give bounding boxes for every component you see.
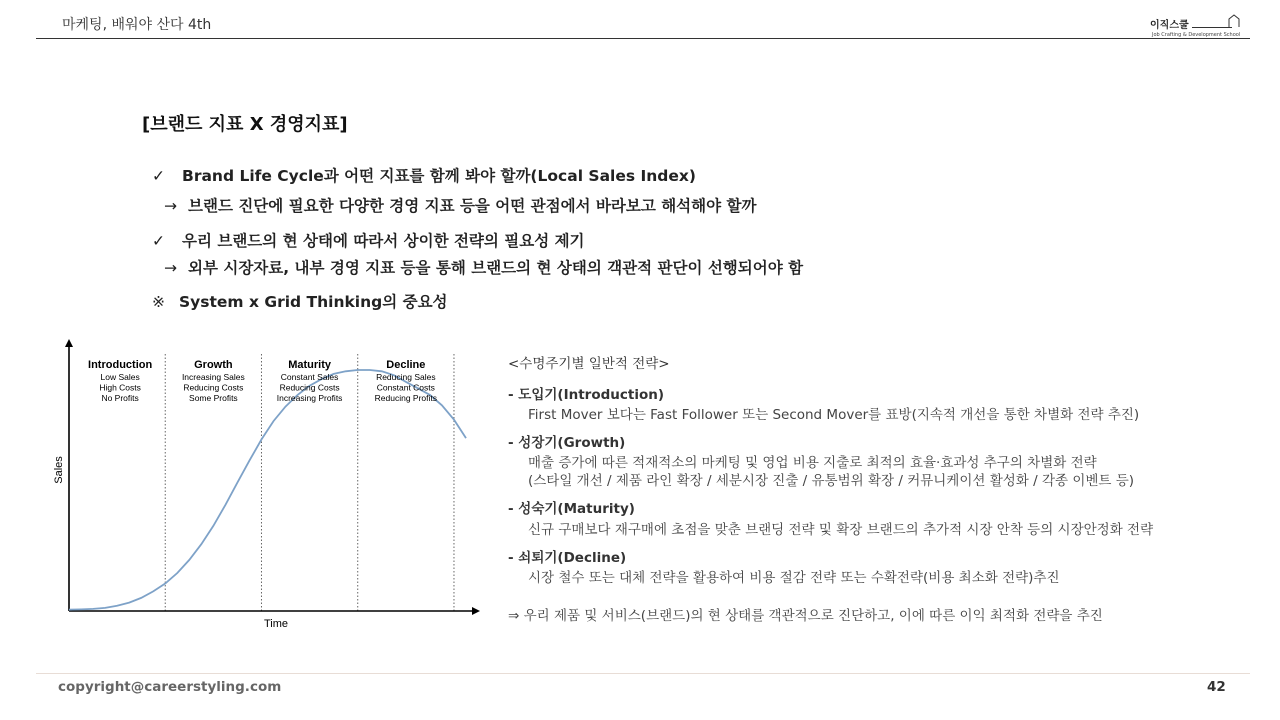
y-axis-label: Sales [53,456,65,484]
logo-subtitle: Job Crafting & Development School [1152,32,1241,38]
bullet-item [152,164,696,186]
check-icon: ✓ [152,232,165,250]
stage-description: First Mover 보다는 Fast Follower 또는 Second Mover를 표방(지속적 개선을 통한 차별화 전략 추진) [528,407,1140,423]
product-life-cycle-chart [46,334,486,634]
strategy-conclusion: ⇒ 우리 제품 및 서비스(브랜드)의 현 상태를 객관적으로 진단하고, 이에 따른 이익 최적화 전략을 추진 [508,608,1103,624]
section-title: [브랜드 지표 X 경영지표] [142,114,348,135]
logo-underline [1192,27,1232,28]
stage-description: 시장 철수 또는 대체 전략을 활용하여 비용 절감 전략 또는 수확전략(비용 최소화 전략)추진 [528,570,1060,586]
arrow-icon: → [164,197,177,215]
stage-attribute: Increasing Sales [181,372,245,382]
y-axis-arrow-icon [65,339,73,347]
stage-name: Maturity [288,359,331,371]
bullet-item [164,256,803,278]
header-divider [36,38,1250,39]
stage-title: - 성숙기(Maturity) [508,501,635,517]
copyright: copyright@careerstyling.com [58,679,282,695]
x-axis-arrow-icon [472,607,480,615]
arrow-icon: → [164,259,177,277]
logo [1150,12,1240,40]
stage-attribute: Increasing Profits [276,393,343,403]
stage-attribute: Reducing Profits [374,393,438,403]
stage-title: - 쇠퇴기(Decline) [508,550,627,566]
stage-attribute: High Costs [99,382,141,393]
sales-curve [69,370,466,610]
footer-divider [36,673,1250,674]
page-number: 42 [1207,679,1226,695]
stage-attribute: Some Profits [189,393,238,403]
stage-title: - 도입기(Introduction) [508,387,665,403]
stage-name: Decline [386,359,426,371]
stage-attribute: Low Sales [100,372,140,382]
bullet-text: 우리 브랜드의 현 상태에 따라서 상이한 전략의 필요성 제기 [182,232,585,250]
stage-attribute: Reducing Costs [183,382,244,393]
stage-attribute: Constant Sales [280,372,339,382]
bullet-text: Brand Life Cycle과 어떤 지표를 함께 봐야 할까(Local Sales Index) [182,167,696,185]
stage-attribute: Reducing Sales [376,372,436,382]
bullet-text: System x Grid Thinking의 중요성 [179,293,448,311]
reference-mark-icon: ※ [152,293,165,311]
bullet-text: 브랜드 진단에 필요한 다양한 경영 지표 등을 어떤 관점에서 바라보고 해석해야 할까 [188,197,757,215]
header-title: 마케팅, 배워야 산다 4th [62,17,212,33]
bullet-text: 외부 시장자료, 내부 경영 지표 등을 통해 브랜드의 현 상태의 객관적 판단이 선행되어야 함 [188,259,804,277]
logo-text: 이직스쿨 [1150,20,1189,31]
strategy-title: <수명주기별 일반적 전략> [508,356,670,372]
bullet-item [164,194,756,216]
stage-description: 매출 증가에 따른 적재적소의 마케팅 및 영업 비용 지출로 최적의 효율·효과성 추구의 차별화 전략 [528,455,1097,471]
bullet-item [152,290,448,312]
stage-name: Growth [194,359,233,371]
stage-title: - 성장기(Growth) [508,435,626,451]
stage-description: 신규 구매보다 재구매에 초점을 맞춘 브랜딩 전략 및 확장 브랜드의 추가적 시장 안착 등의 시장안정화 전략 [528,522,1154,538]
house-icon [1228,14,1240,28]
stage-attribute: Reducing Costs [279,382,340,393]
check-icon: ✓ [152,167,165,185]
bullet-item [152,229,585,251]
stage-name: Introduction [88,359,153,371]
x-axis-label: Time [263,618,289,630]
stage-description: (스타일 개선 / 제품 라인 확장 / 세분시장 진출 / 유통범위 확장 / 커뮤니케이션 활성화 / 각종 이벤트 등) [528,473,1135,489]
stage-attribute: No Profits [101,393,139,403]
stage-attribute: Constant Costs [376,382,435,393]
